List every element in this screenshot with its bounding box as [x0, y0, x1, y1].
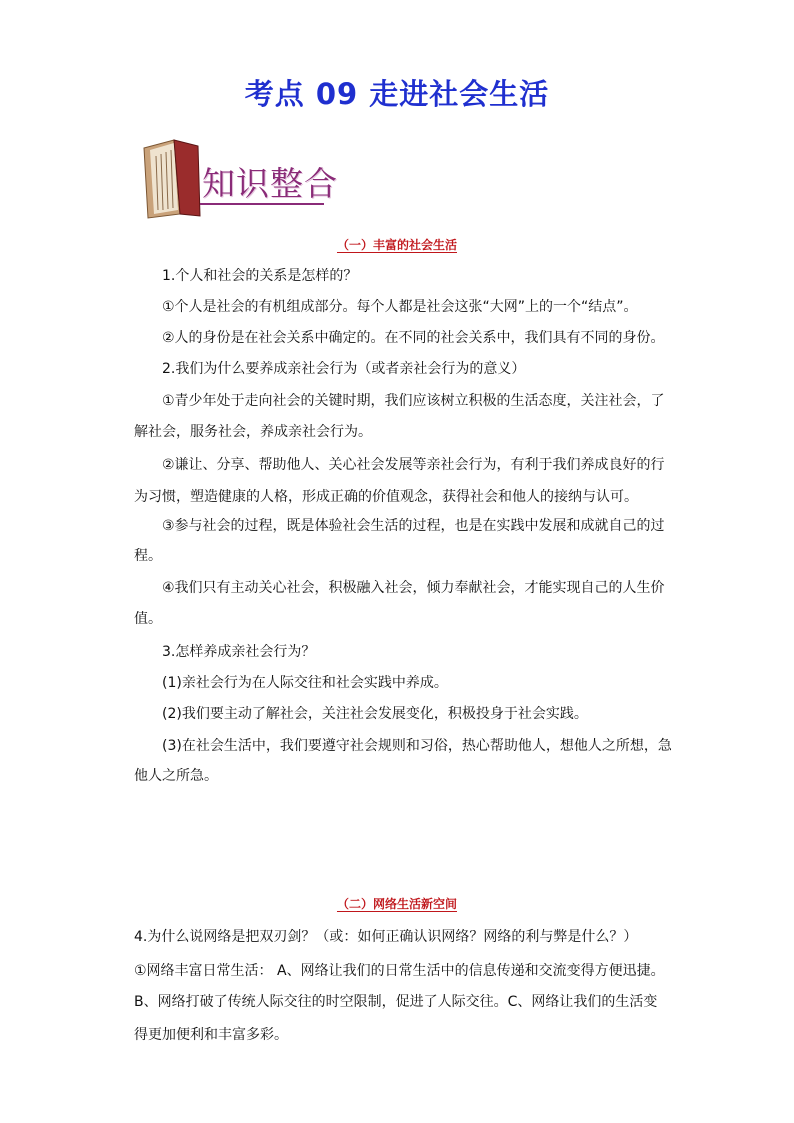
paragraph-line: 程。	[134, 548, 162, 564]
paragraph-line: ③参与社会的过程，既是体验社会生活的过程，也是在实践中发展和成就自己的过	[162, 518, 665, 534]
paragraph-line: ①个人是社会的有机组成部分。每个人都是社会这张“大网”上的一个“结点”。	[162, 299, 638, 315]
paragraph-line: 3.怎样养成亲社会行为？	[162, 644, 316, 660]
paragraph-line: 得更加便利和丰富多彩。	[134, 1027, 288, 1043]
paragraph-line: 2.我们为什么要养成亲社会行为（或者亲社会行为的意义）	[162, 361, 526, 377]
paragraph-line: ②人的身份是在社会关系中确定的。在不同的社会关系中，我们具有不同的身份。	[162, 330, 665, 346]
banner-underline	[200, 203, 324, 205]
page-title: 考点 09 走进社会生活	[244, 77, 550, 111]
knowledge-integration-banner: 知识整合	[202, 164, 338, 203]
paragraph-line: ④我们只有主动关心社会，积极融入社会，倾力奉献社会，才能实现自己的人生价	[162, 580, 665, 596]
paragraph-line: 4.为什么说网络是把双刃剑？（或：如何正确认识网络？网络的利与弊是什么？）	[134, 929, 638, 945]
paragraph-line: (1)亲社会行为在人际交往和社会实践中养成。	[162, 675, 448, 691]
paragraph-line: (2)我们要主动了解社会，关注社会发展变化，积极投身于社会实践。	[162, 706, 588, 722]
section-heading-1: （一）丰富的社会生活	[336, 238, 457, 252]
paragraph-line: 值。	[134, 611, 162, 627]
paragraph-line: 解社会，服务社会，养成亲社会行为。	[134, 424, 372, 440]
paragraph-line: ②谦让、分享、帮助他人、关心社会发展等亲社会行为，有利于我们养成良好的行	[162, 457, 665, 473]
paragraph-line: 1.个人和社会的关系是怎样的？	[162, 268, 358, 284]
paragraph-line: (3)在社会生活中，我们要遵守社会规则和习俗，热心帮助他人，想他人之所想，急	[162, 738, 672, 754]
paragraph-line: ①网络丰富日常生活： A、网络让我们的日常生活中的信息传递和交流变得方便迅捷。	[134, 963, 665, 979]
paragraph-line: 为习惯，塑造健康的人格，形成正确的价值观念，获得社会和他人的接纳与认可。	[134, 489, 638, 505]
paragraph-line: ①青少年处于走向社会的关键时期，我们应该树立积极的生活态度，关注社会，了	[162, 393, 665, 409]
paragraph-line: B、网络打破了传统人际交往的时空限制，促进了人际交往。C、网络让我们的生活变	[134, 994, 658, 1010]
paragraph-line: 他人之所急。	[134, 768, 218, 784]
section-heading-2: （二）网络生活新空间	[336, 897, 457, 911]
